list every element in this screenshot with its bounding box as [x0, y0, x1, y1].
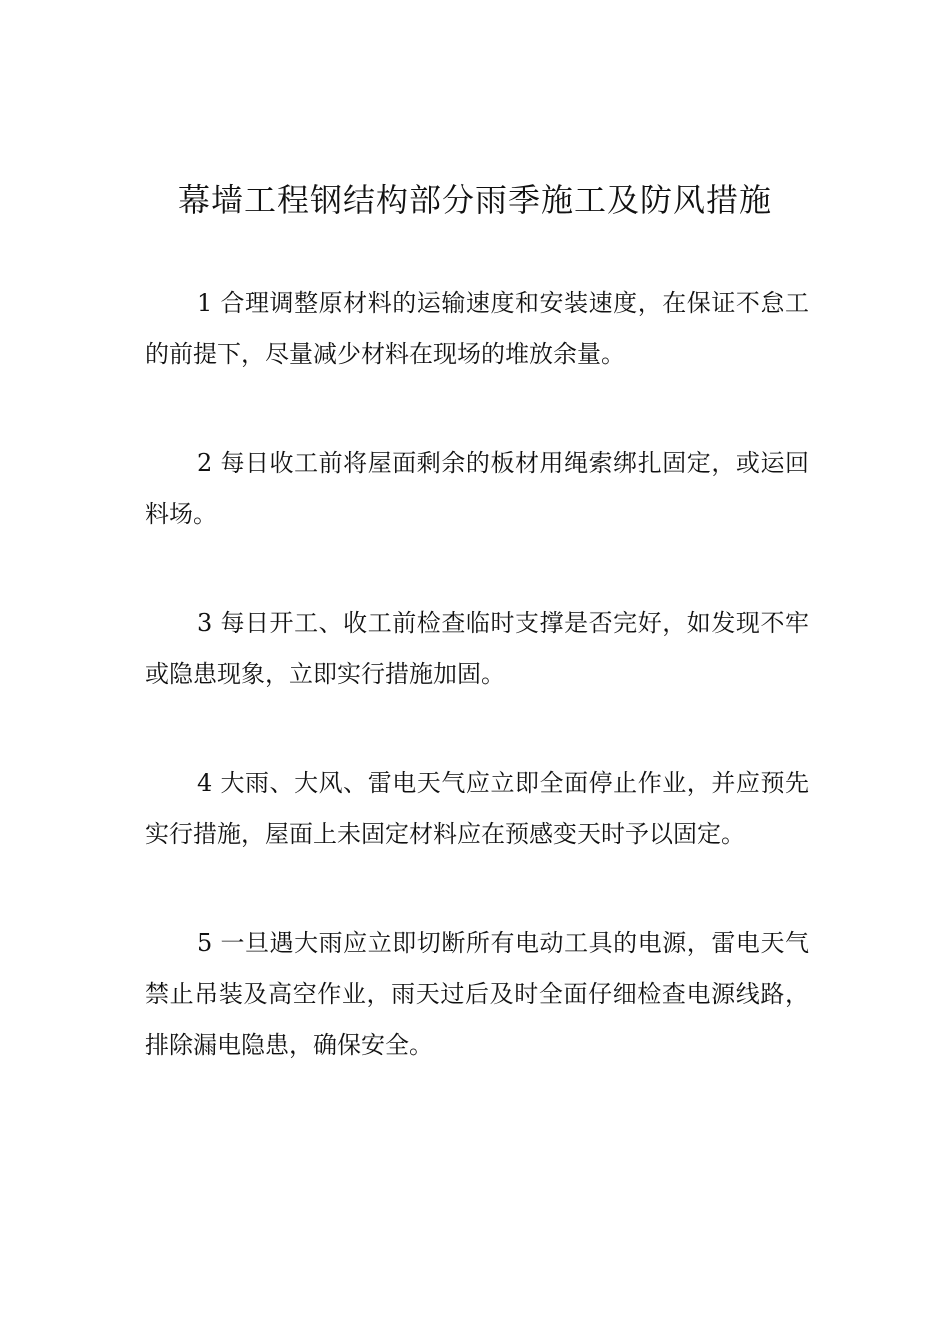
paragraph-5: 5 一旦遇大雨应立即切断所有电动工具的电源，雷电天气禁止吊装及高空作业，雨天过后及时全面仔细检查电源线路，排除漏电隐患，确保安全。: [145, 929, 809, 1059]
document-body: [145, 278, 809, 1129]
paragraph-1: 1 合理调整原材料的运输速度和安装速度，在保证不怠工的前提下，尽量减少材料在现场的堆放余量。: [145, 289, 809, 368]
paragraph-2: 2 每日收工前将屋面剩余的板材用绳索绑扎固定，或运回料场。: [145, 449, 809, 528]
page-title: 幕墙工程钢结构部分雨季施工及防风措施: [177, 181, 772, 219]
paragraph-3: 3 每日开工、收工前检查临时支撑是否完好，如发现不牢或隐患现象，立即实行措施加固。: [145, 609, 809, 688]
paragraph-4: 4 大雨、大风、雷电天气应立即全面停止作业，并应预先实行措施，屋面上未固定材料应在预感变天时予以固定。: [145, 769, 809, 848]
